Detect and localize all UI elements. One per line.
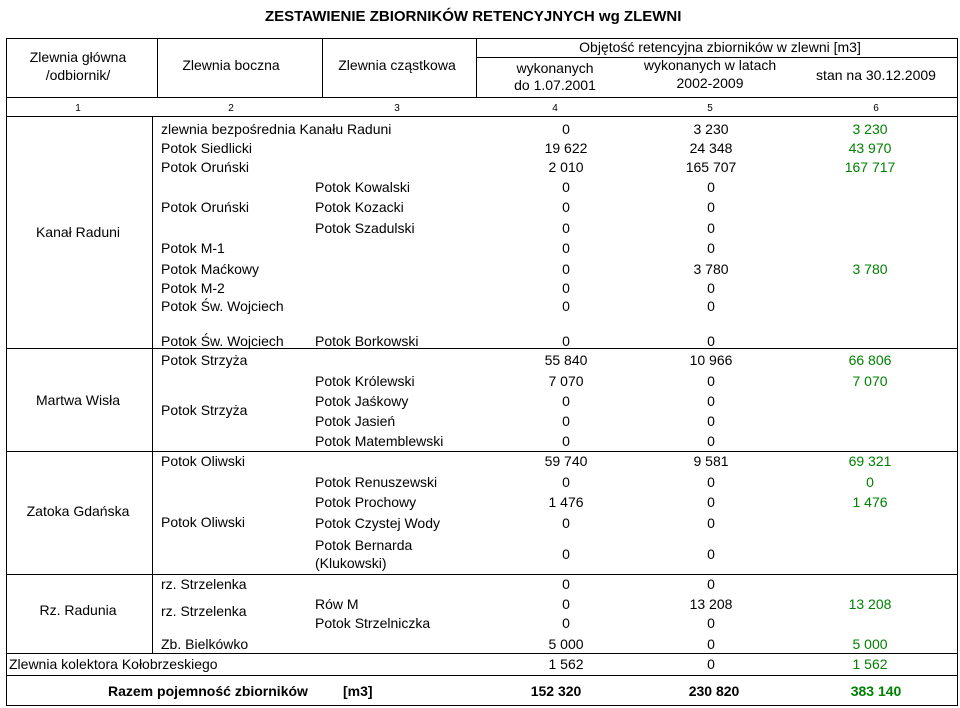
row-value-col5: 13 208 <box>689 596 733 612</box>
row-value-col5: 24 348 <box>689 140 733 156</box>
row-value-col4: 7 070 <box>548 373 584 389</box>
row-value-col4: 0 <box>562 199 570 215</box>
row-name: Potok Strzelniczka <box>315 615 431 631</box>
row-value-col5: 0 <box>707 576 715 592</box>
row-name: rz. Strzelenka <box>161 576 247 592</box>
main-catchment-label: Rz. Radunia <box>39 602 117 618</box>
row-value-col4: 0 <box>562 240 570 256</box>
header-sub-catchment: Zlewnia cząstkowa <box>338 57 456 73</box>
side-catchment-label: Potok Strzyża <box>161 402 248 418</box>
header-col4-sub: do 1.07.2001 <box>514 77 596 93</box>
row-name-continued: (Klukowski) <box>315 555 387 571</box>
row-name: Zb. Bielkówko <box>161 636 249 652</box>
table-row-border <box>6 451 958 452</box>
row-value-col4: 0 <box>562 546 570 562</box>
row-value-col5: 0 <box>707 636 715 652</box>
main-catchment-label: Martwa Wisła <box>35 392 121 408</box>
row-name: Potok Jasień <box>315 413 396 429</box>
row-value-col6: 3 230 <box>852 121 888 137</box>
row-value-col4: 59 740 <box>544 453 588 469</box>
row-name: Rów M <box>315 596 359 612</box>
header-col5: wykonanych w latach <box>643 57 777 73</box>
row-value-col5: 3 230 <box>693 121 729 137</box>
row-value-col5: 0 <box>707 413 715 429</box>
row-name: Potok Królewski <box>315 373 415 389</box>
header-side-catchment: Zlewnia boczna <box>182 57 280 73</box>
row-value-col5: 3 780 <box>693 261 729 277</box>
row-name: Potok Maćkowy <box>161 261 260 277</box>
row-value-col4: 0 <box>562 298 570 314</box>
row-value-col4: 0 <box>562 515 570 531</box>
row-value-col4: 0 <box>562 474 570 490</box>
row-name: Potok Kowalski <box>315 179 410 195</box>
row-value-col4: 0 <box>562 596 570 612</box>
row-value-col6: 3 780 <box>852 261 888 277</box>
row-name: Potok Św. Wojciech <box>161 298 284 314</box>
row-value-col4: 19 622 <box>544 140 588 156</box>
row-value-col4: 0 <box>562 280 570 296</box>
row-value-col4: 0 <box>562 576 570 592</box>
header-main-catchment: Zlewnia główna <box>29 49 127 65</box>
row-value-col4: 0 <box>562 413 570 429</box>
page-title: ZESTAWIENIE ZBIORNIKÓW RETENCYJNYCH wg ZLEWNI <box>265 8 682 25</box>
row-value-col6: 43 970 <box>848 140 892 156</box>
side-catchment-label: Potok Oliwski <box>161 514 246 530</box>
row-name: Potok Siedlicki <box>161 140 253 156</box>
row-value-col5: 10 966 <box>689 352 733 368</box>
table-row-border <box>6 116 958 117</box>
row-value-col4: 1 562 <box>548 656 584 672</box>
header-col4: wykonanych <box>516 60 594 76</box>
row-value-col5: 165 707 <box>685 159 737 175</box>
row-value-col5: 0 <box>707 179 715 195</box>
row-name: Potok Strzyża <box>161 352 248 368</box>
table-border-bottom <box>6 705 958 706</box>
row-value-col6: 1 476 <box>852 494 888 510</box>
row-value-col5: 9 581 <box>693 453 729 469</box>
header-col-divider <box>322 38 323 98</box>
row-value-col6: 69 321 <box>848 453 892 469</box>
column-number: 6 <box>873 103 879 114</box>
row-value-col5: 0 <box>707 199 715 215</box>
row-value-col4: 0 <box>562 121 570 137</box>
row-value-col4: 0 <box>562 615 570 631</box>
table-row-border <box>6 675 958 676</box>
header-col-divider <box>157 38 158 98</box>
header-col6: stan na 30.12.2009 <box>816 67 936 83</box>
row-name: Potok Czystej Wody <box>315 515 441 531</box>
row-name: Potok Borkowski <box>315 333 419 349</box>
row-name: Potok Kozacki <box>315 199 404 215</box>
row-value-col5: 0 <box>707 298 715 314</box>
row-value-col4: 0 <box>562 393 570 409</box>
row-value-col6: 167 717 <box>844 159 896 175</box>
column-number: 1 <box>75 103 81 114</box>
row-value-col5: 0 <box>707 280 715 296</box>
row-name: Potok Bernarda <box>315 537 413 553</box>
header-col-divider <box>476 38 477 98</box>
row-value-col4: 5 000 <box>548 636 584 652</box>
row-value-col4: 55 840 <box>544 352 588 368</box>
row-value-col5: 0 <box>707 373 715 389</box>
row-value-col4: 0 <box>562 220 570 236</box>
row-value-col5: 0 <box>707 615 715 631</box>
row-value-col4: 0 <box>562 179 570 195</box>
row-value-col5: 0 <box>707 494 715 510</box>
row-value-col5: 0 <box>707 433 715 449</box>
table-border-right <box>957 38 958 706</box>
header-separator <box>6 97 958 98</box>
row-name: Potok Szadulski <box>315 220 415 236</box>
row-value-col5: 0 <box>707 656 715 672</box>
side-catchment-label: Potok Oruński <box>161 199 249 215</box>
main-catchment-label: Kanał Raduni <box>35 224 121 240</box>
row-name: Potok Prochowy <box>315 494 417 510</box>
total-unit: [m3] <box>343 683 373 699</box>
row-name: Potok Matemblewski <box>315 433 444 449</box>
row-name: Potok Oliwski <box>161 453 246 469</box>
row-name: Potok M-1 <box>161 240 225 256</box>
row-name: Potok Renuszewski <box>315 474 438 490</box>
side-catchment-label: rz. Strzelenka <box>161 603 247 619</box>
row-value-col4: 0 <box>562 333 570 349</box>
body-col-divider <box>152 116 153 654</box>
row-value-col6: 13 208 <box>848 596 892 612</box>
row-value-col5: 0 <box>707 546 715 562</box>
table-row-border <box>6 574 958 575</box>
column-number: 5 <box>707 103 713 114</box>
total-value-col5: 230 820 <box>688 683 740 699</box>
header-volume-group: Objętość retencyjna zbiorników w zlewni [m3] <box>579 39 861 55</box>
header-main-catchment-sub: /odbiornik/ <box>45 67 111 83</box>
main-catchment-label: Zatoka Gdańska <box>26 503 130 519</box>
column-number: 3 <box>394 103 400 114</box>
row-value-col6: 0 <box>866 474 874 490</box>
row-name: Potok Jaśkowy <box>315 393 409 409</box>
row-name: zlewnia bezpośrednia Kanału Raduni <box>161 121 392 137</box>
header-col5-sub: 2002-2009 <box>676 75 744 91</box>
row-value-col6: 1 562 <box>852 656 888 672</box>
column-number: 2 <box>228 103 234 114</box>
column-number: 4 <box>552 103 558 114</box>
row-name: Potok M-2 <box>161 280 225 296</box>
row-value-col5: 0 <box>707 220 715 236</box>
table-row-border <box>6 653 958 654</box>
row-value-col4: 1 476 <box>548 494 584 510</box>
row-value-col6: 66 806 <box>848 352 892 368</box>
row-value-col5: 0 <box>707 515 715 531</box>
row-value-col4: 0 <box>562 433 570 449</box>
row-value-col5: 0 <box>707 333 715 349</box>
row-value-col5: 0 <box>707 393 715 409</box>
row-value-col4: 2 010 <box>548 159 584 175</box>
side-catchment-label: Potok Św. Wojciech <box>161 333 284 349</box>
total-value-col4: 152 320 <box>530 683 582 699</box>
total-label: Razem pojemność zbiorników <box>108 683 308 699</box>
row-value-col6: 5 000 <box>852 636 888 652</box>
row-value-col5: 0 <box>707 240 715 256</box>
row-value-col4: 0 <box>562 261 570 277</box>
row-name: Zlewnia kolektora Kołobrzeskiego <box>9 656 218 672</box>
row-value-col5: 0 <box>707 474 715 490</box>
table-row-border <box>6 348 958 349</box>
total-value-col6: 383 140 <box>850 683 902 699</box>
table-border-left <box>6 38 7 706</box>
row-name: Potok Oruński <box>161 159 249 175</box>
row-value-col6: 7 070 <box>852 373 888 389</box>
